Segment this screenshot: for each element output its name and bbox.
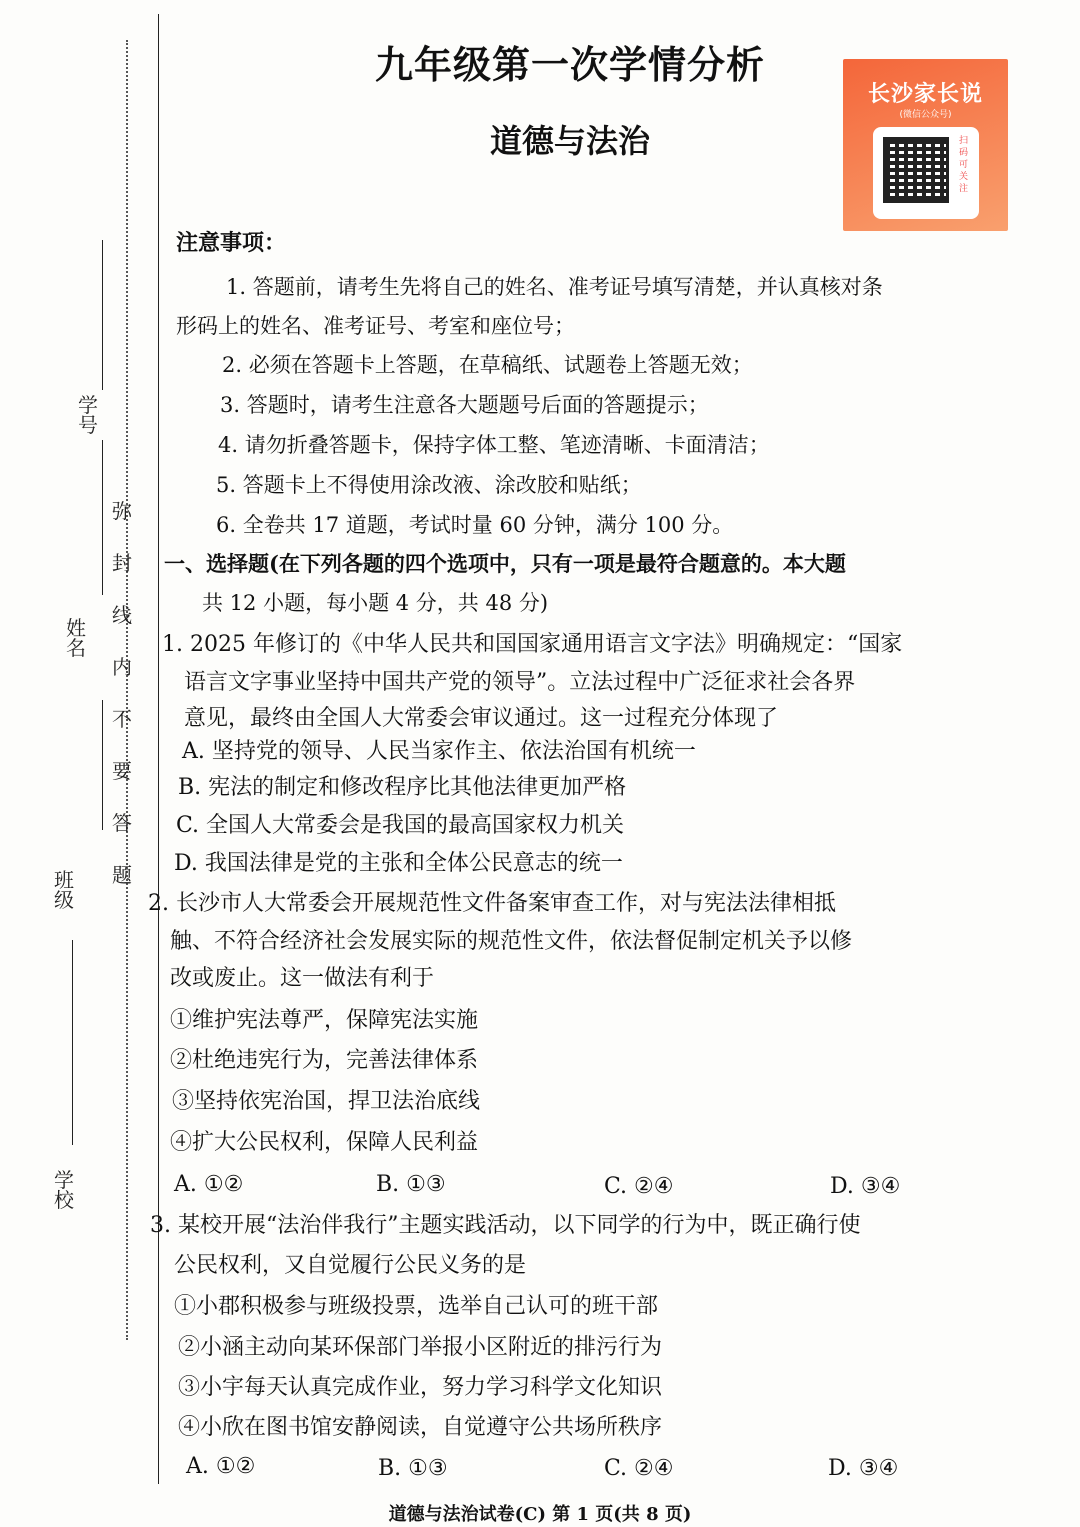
q2-item-4: ④扩大公民权利，保障人民利益 <box>170 1130 479 1155</box>
q2-item-2: ②杜绝违宪行为，完善法律体系 <box>170 1048 479 1073</box>
page-footer: 道德与法治试卷(C) 第 1 页(共 8 页) <box>388 1504 692 1525</box>
q1-option-a: A. 坚持党的领导、人民当家作主、依法治国有机统一 <box>182 739 696 764</box>
q3-item-3: ③小宇每天认真完成作业，努力学习科学文化知识 <box>178 1375 663 1400</box>
q2-choice-d: D. ③④ <box>830 1174 901 1199</box>
q1-option-d: D. 我国法律是党的主张和全体公民意志的统一 <box>174 851 623 876</box>
name-label: 姓名 <box>66 616 86 660</box>
q2-choice-a: A. ①② <box>174 1172 244 1197</box>
q2-line-2: 触、不符合经济社会发展实际的规范性文件，依法督促制定机关予以修 <box>170 929 853 954</box>
q3-line-1: 3. 某校开展“法治伴我行”主题实践活动，以下同学的行为中，既正确行使 <box>150 1213 861 1238</box>
promo-sub: (微信公众号) <box>899 110 952 120</box>
seal-notice: 弥封线内不要答题 <box>112 499 132 887</box>
q1-line-2: 语言文字事业坚持中国共产党的领导”。立法过程中广泛征求社会各界 <box>184 670 856 695</box>
q2-choice-b: B. ①③ <box>376 1172 446 1197</box>
q3-item-1: ①小郡积极参与班级投票，选举自己认可的班干部 <box>174 1294 659 1319</box>
q1-option-b: B. 宪法的制定和修改程序比其他法律更加严格 <box>178 775 627 800</box>
promo-card <box>873 127 979 219</box>
notice-line-6: 5. 答题卡上不得使用涂改液、涂改胶和贴纸； <box>216 473 642 497</box>
binding-line <box>158 14 159 1484</box>
exam-title: 九年级第一次学情分析 <box>374 42 765 87</box>
name-line <box>102 440 103 595</box>
q2-choice-c: C. ②④ <box>604 1174 674 1199</box>
exam-subject: 道德与法治 <box>489 122 650 160</box>
section-heading: 一、选择题(在下列各题的四个选项中，只有一项是最符合题意的。本大题 <box>164 551 846 576</box>
class-line <box>72 940 73 1145</box>
qr-code-icon <box>883 137 949 203</box>
q3-item-4: ④小欣在图书馆安静阅读，自觉遵守公共场所秩序 <box>178 1415 663 1440</box>
name-line-lower <box>102 700 103 830</box>
promo-scan-text: 扫码可关注 <box>959 136 969 194</box>
notice-line-7: 6. 全卷共 17 道题，考试时量 60 分钟，满分 100 分。 <box>216 513 734 537</box>
q3-line-2: 公民权利，又自觉履行公民义务的是 <box>174 1253 527 1278</box>
notice-heading: 注意事项： <box>176 230 287 256</box>
q2-line-1: 2. 长沙市人大常委会开展规范性文件备案审查工作，对与宪法法律相抵 <box>148 891 836 916</box>
q1-line-1: 1. 2025 年修订的《中华人民共和国国家通用语言文字法》明确规定：“国家 <box>162 632 903 657</box>
notice-line-1: 1. 答题前，请考生先将自己的姓名、准考证号填写清楚，并认真核对条 <box>226 275 883 299</box>
school-label: 学校 <box>54 1168 74 1212</box>
q1-line-3: 意见，最终由全国人大常委会审议通过。这一过程充分体现了 <box>184 706 779 731</box>
q2-item-3: ③坚持依宪治国，捍卫法治底线 <box>172 1089 481 1114</box>
q3-choice-b: B. ①③ <box>378 1456 448 1481</box>
notice-line-2: 形码上的姓名、准考证号、考室和座位号； <box>176 314 575 338</box>
class-label: 班级 <box>54 868 74 912</box>
q1-option-c: C. 全国人大常委会是我国的最高国家权力机关 <box>176 813 625 838</box>
promo-brand: 长沙家长说 <box>867 82 983 107</box>
q3-choice-c: C. ②④ <box>604 1456 674 1481</box>
notice-line-4: 3. 答题时，请考生注意各大题题号后面的答题提示； <box>220 393 709 417</box>
promo-badge <box>843 59 1008 231</box>
notice-line-3: 2. 必须在答题卡上答题，在草稿纸、试题卷上答题无效； <box>222 353 753 377</box>
id-line <box>102 240 103 390</box>
q3-choice-a: A. ①② <box>186 1454 256 1479</box>
notice-line-5: 4. 请勿折叠答题卡，保持字体工整、笔迹清晰、卡面清洁； <box>218 433 770 457</box>
q2-line-3: 改或废止。这一做法有利于 <box>170 966 435 991</box>
q3-item-2: ②小涵主动向某环保部门举报小区附近的排污行为 <box>178 1335 663 1360</box>
q3-choice-d: D. ③④ <box>828 1456 899 1481</box>
q2-item-1: ①维护宪法尊严，保障宪法实施 <box>170 1008 479 1033</box>
id-label: 学号 <box>78 393 98 437</box>
section-heading-2: 共 12 小题，每小题 4 分，共 48 分) <box>202 591 549 615</box>
